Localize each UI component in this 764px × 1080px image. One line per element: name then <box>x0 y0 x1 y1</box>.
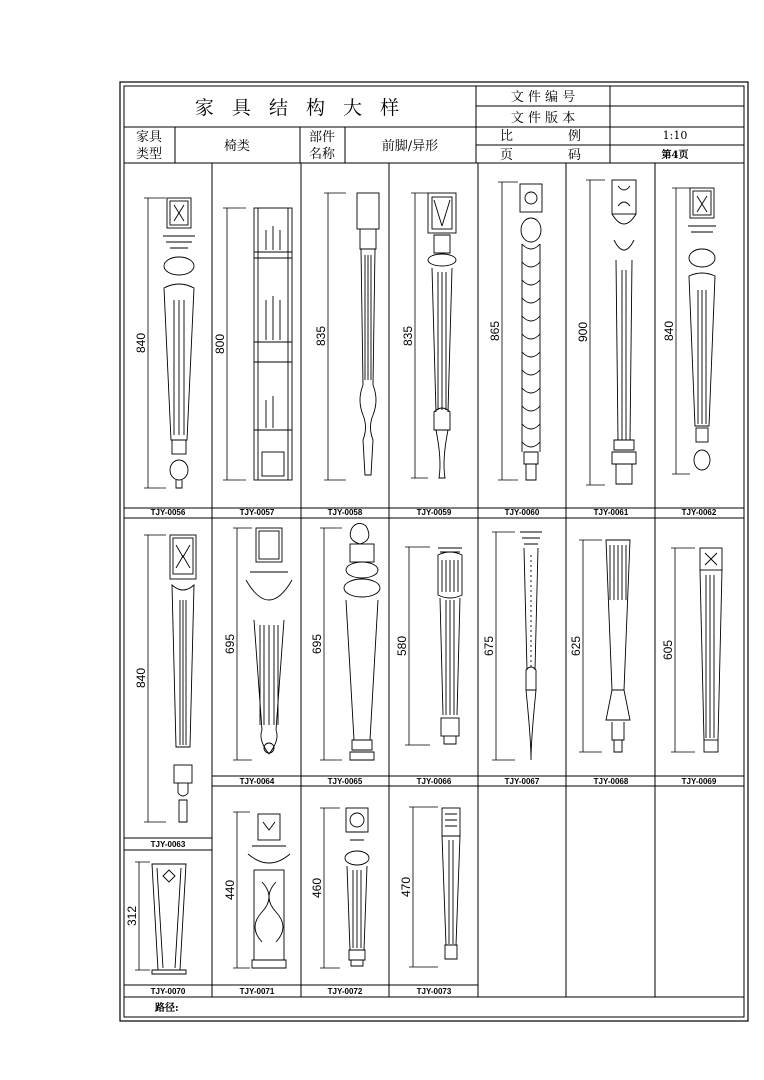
sheet-title: 家 具 结 构 大 样 <box>194 97 406 119</box>
category-label-line2: 类型 <box>135 147 163 162</box>
dimension-label: 835 <box>401 325 415 347</box>
leg-drawing-tjy-0068 <box>606 540 630 752</box>
leg-drawing-tjy-0070 <box>152 864 186 974</box>
dimension-label: 840 <box>662 320 676 342</box>
dimension-label: 695 <box>310 633 324 655</box>
part-code: TJY-0072 <box>327 987 363 996</box>
category-label <box>136 130 163 162</box>
part-code: TJY-0056 <box>150 508 186 517</box>
part-code: TJY-0062 <box>681 508 717 517</box>
dimension-label: 840 <box>134 667 148 689</box>
dimension-label: 625 <box>569 635 583 657</box>
page-label-a: 页 <box>500 148 514 163</box>
part-label-line1: 部件 <box>308 130 336 145</box>
leg-drawing-tjy-0072 <box>345 808 369 966</box>
dimension-label: 605 <box>661 639 675 661</box>
part-label-line2: 名称 <box>308 147 336 162</box>
scale-value: 1:10 <box>662 129 688 142</box>
page-value: 第4页 <box>661 150 689 161</box>
leg-drawing-tjy-0062 <box>688 188 716 470</box>
dimension-labels <box>125 321 676 926</box>
part-code: TJY-0065 <box>327 777 363 786</box>
leg-drawing-tjy-0060 <box>520 184 542 480</box>
file-version-label: 文 件 版 本 <box>510 111 576 126</box>
leg-drawing-tjy-0059 <box>428 193 456 478</box>
dimension-label: 695 <box>223 633 237 655</box>
category-value: 椅类 <box>223 139 251 154</box>
dimension-label: 835 <box>314 325 328 347</box>
part-code: TJY-0069 <box>681 777 717 786</box>
leg-drawing-tjy-0069 <box>700 548 722 752</box>
scale-label-a: 比 <box>500 129 514 144</box>
part-codes <box>151 508 717 996</box>
dimension-label: 840 <box>134 332 148 354</box>
leg-drawing-tjy-0056 <box>163 198 195 488</box>
dimension-label: 900 <box>576 321 590 343</box>
dimension-label: 312 <box>125 905 139 927</box>
dimension-label: 580 <box>395 635 409 657</box>
dimension-label: 460 <box>310 877 324 899</box>
leg-drawing-tjy-0071 <box>248 814 290 968</box>
leg-drawing-tjy-0066 <box>438 548 462 744</box>
leg-drawing-tjy-0057 <box>254 208 292 480</box>
dimension-label: 865 <box>488 320 502 342</box>
part-code: TJY-0058 <box>327 508 363 517</box>
file-number-label: 文 件 编 号 <box>510 90 576 105</box>
leg-drawing-tjy-0061 <box>612 180 636 484</box>
sheet-frame <box>120 82 748 1021</box>
part-code: TJY-0071 <box>239 987 275 996</box>
part-code: TJY-0066 <box>416 777 452 786</box>
part-code: TJY-0064 <box>239 777 275 786</box>
leg-drawing-tjy-0064 <box>246 528 292 754</box>
leg-drawing-tjy-0058 <box>357 193 379 475</box>
part-code: TJY-0057 <box>239 508 275 517</box>
part-code: TJY-0060 <box>504 508 540 517</box>
dimension-label: 470 <box>399 876 413 898</box>
part-code: TJY-0073 <box>416 987 452 996</box>
page-label-b: 码 <box>568 148 582 163</box>
dimension-label: 440 <box>223 879 237 901</box>
part-code: TJY-0059 <box>416 508 452 517</box>
part-name-value: 前脚/异形 <box>381 139 439 154</box>
category-label-line1: 家具 <box>135 130 163 145</box>
dimension-label: 800 <box>213 333 227 355</box>
scale-label-b: 例 <box>568 129 582 144</box>
leg-drawing-tjy-0067 <box>520 532 542 760</box>
part-code: TJY-0061 <box>593 508 629 517</box>
part-code: TJY-0070 <box>150 987 186 996</box>
leg-drawing-tjy-0063 <box>170 535 196 822</box>
leg-drawing-tjy-0073 <box>442 808 460 959</box>
dimensions <box>135 180 695 970</box>
part-code: TJY-0068 <box>593 777 629 786</box>
part-code: TJY-0063 <box>150 840 186 849</box>
dimension-label: 675 <box>482 635 496 657</box>
path-label: 路径: <box>155 1003 179 1014</box>
leg-drawing-tjy-0065 <box>344 523 380 760</box>
part-code: TJY-0067 <box>504 777 540 786</box>
